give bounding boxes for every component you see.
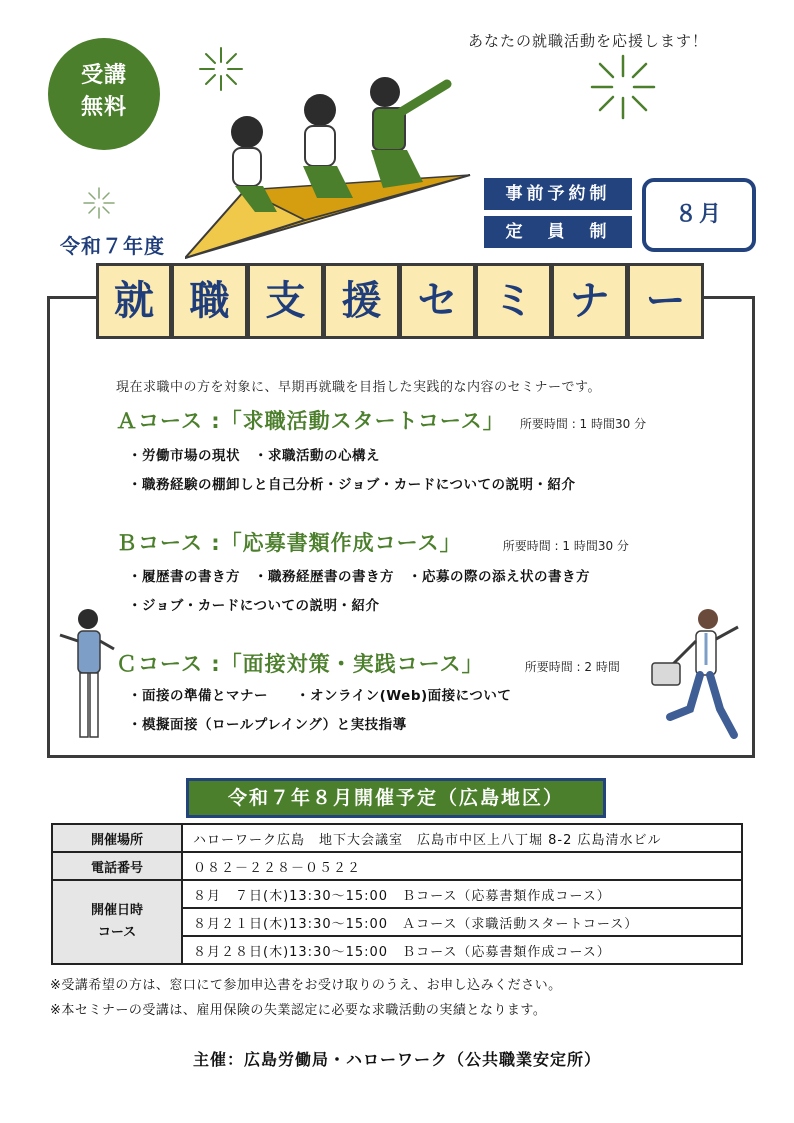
- table-row: [52, 824, 742, 852]
- reservation-box: [484, 178, 632, 248]
- title-char: 支: [248, 263, 324, 339]
- schedule-entry: ８月２１日(木)13:30～15:00 Ａコース（求職活動スタートコース）: [182, 908, 742, 936]
- info-table: [51, 823, 743, 965]
- sparkle-icon: [82, 186, 116, 220]
- course-a-title: Ａコース :「求職活動スタートコース」: [116, 409, 505, 433]
- month-badge: ８月: [642, 178, 756, 252]
- course-c-duration: 所要時間 : 2 時間: [524, 660, 620, 674]
- schedule-label-line-1: 開催日時: [90, 903, 143, 918]
- title-char: セ: [400, 263, 476, 339]
- title-char: 援: [324, 263, 400, 339]
- intro-text: 現在求職中の方を対象に、早期再就職を目指した実践的な内容のセミナーです。: [116, 380, 601, 395]
- presenter-woman-illustration: [52, 605, 122, 745]
- course-b-title: Ｂコース :「応募書類作成コース」: [116, 531, 462, 555]
- course-c-bullet: ・面接の準備とマナー ・オンライン(Web)面接について: [128, 688, 512, 704]
- title-char: 職: [172, 263, 248, 339]
- badge-line-2: 無料: [80, 95, 127, 120]
- course-a-duration: 所要時間 : 1 時間30 分: [519, 417, 647, 431]
- course-b-duration: 所要時間 : 1 時間30 分: [502, 539, 629, 553]
- course-a-bullet: ・職務経験の棚卸しと自己分析・ジョブ・カードについての説明・紹介: [128, 477, 576, 493]
- free-badge: [48, 38, 160, 150]
- title-char: 就: [96, 263, 172, 339]
- badge-line-1: 受講: [80, 63, 127, 88]
- reservation-line-2: 定 員 制: [484, 216, 632, 248]
- phone-label: 電話番号: [52, 852, 182, 880]
- reservation-line-1: 事前予約制: [484, 178, 632, 210]
- schedule-entry: ８月２８日(木)13:30～15:00 Ｂコース（応募書類作成コース）: [182, 936, 742, 964]
- schedule-entry: ８月 ７日(木)13:30～15:00 Ｂコース（応募書類作成コース）: [182, 880, 742, 908]
- date-banner: 令和７年８月開催予定（広島地区）: [186, 778, 606, 818]
- schedule-label-line-2: コース: [97, 925, 137, 940]
- course-c: [116, 648, 620, 678]
- course-a: [116, 405, 646, 435]
- course-b: [116, 527, 629, 557]
- venue-value: ハローワーク広島 地下大会議室 広島市中区上八丁堀 8-2 広島清水ビル: [182, 824, 742, 852]
- paper-plane-illustration: [185, 70, 475, 260]
- venue-label: 開催場所: [52, 824, 182, 852]
- sparkle-icon: [588, 52, 658, 122]
- tagline: あなたの就職活動を応援します！: [468, 32, 709, 50]
- running-man-illustration: [650, 605, 746, 745]
- seminar-title: [96, 263, 704, 339]
- course-b-bullet: ・履歴書の書き方 ・職務経歴書の書き方 ・応募の際の添え状の書き方: [128, 569, 590, 585]
- title-char: ミ: [476, 263, 552, 339]
- course-b-bullet: ・ジョブ・カードについての説明・紹介: [128, 598, 380, 614]
- schedule-label: [52, 880, 182, 964]
- note: ※本セミナーの受講は、雇用保険の失業認定に必要な求職活動の実績となります。: [50, 1003, 547, 1018]
- fiscal-year-label: 令和７年度: [60, 234, 165, 258]
- organizer-footer: 主催：広島労働局・ハローワーク（公共職業安定所）: [192, 1050, 601, 1069]
- phone-value: ０８２－２２８－０５２２: [182, 852, 742, 880]
- course-c-bullet: ・模擬面接（ロールプレイング）と実技指導: [128, 717, 407, 733]
- title-char: ー: [628, 263, 704, 339]
- course-c-title: Ｃコース :「面接対策・実践コース」: [116, 652, 484, 676]
- note: ※受講希望の方は、窓口にて参加申込書をお受け取りのうえ、お申し込みください。: [50, 978, 562, 993]
- table-row: [52, 852, 742, 880]
- title-char: ナ: [552, 263, 628, 339]
- table-row: [52, 880, 742, 908]
- course-a-bullet: ・労働市場の現状 ・求職活動の心構え: [128, 448, 380, 464]
